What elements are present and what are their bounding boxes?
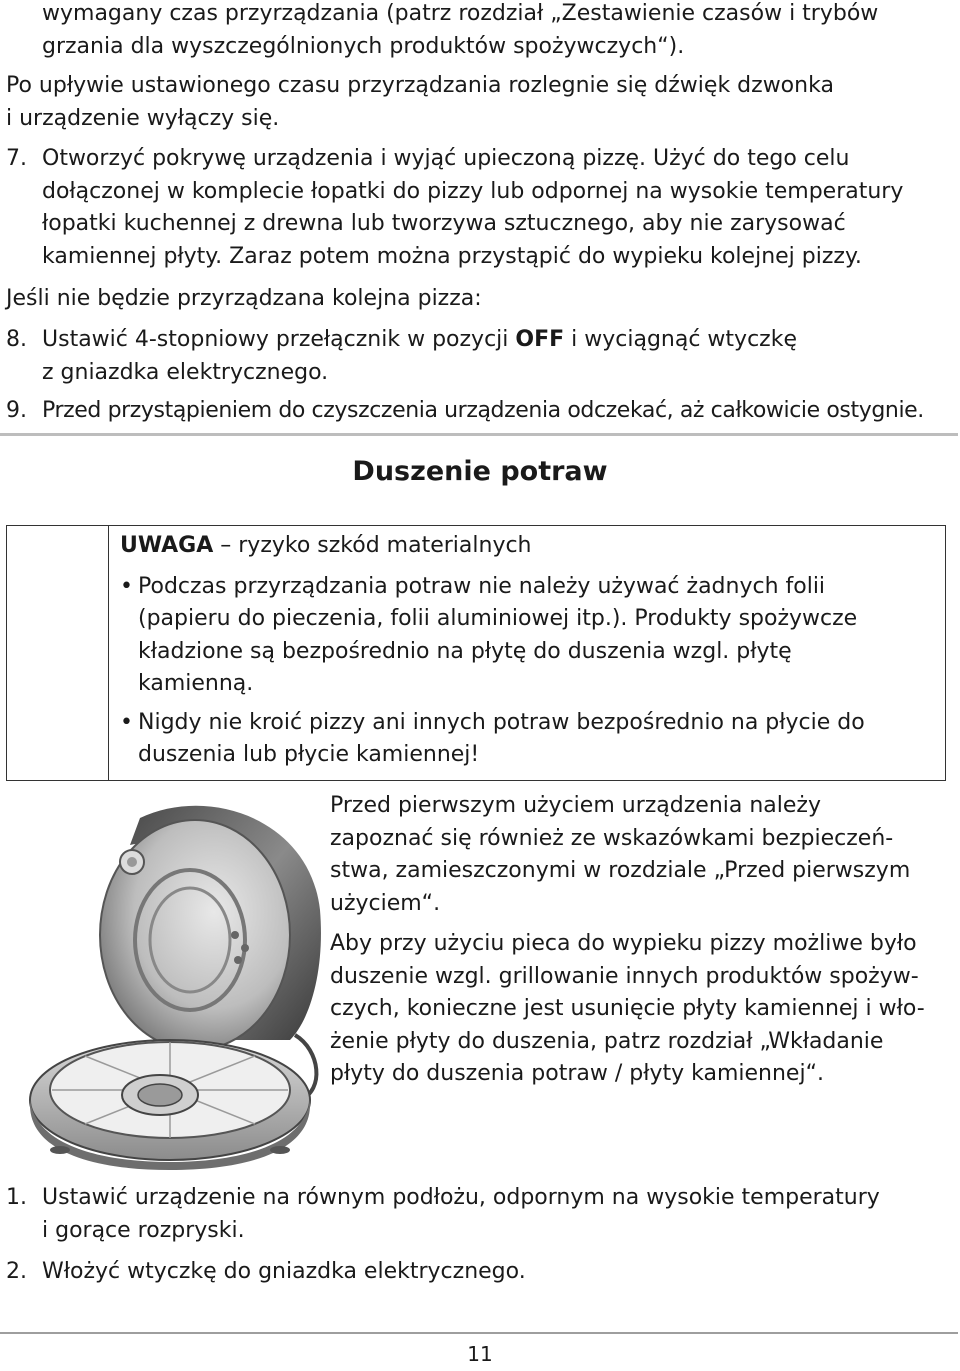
conditional-heading: Jeśli nie będzie przyrządzana kolejna pizza: bbox=[6, 286, 482, 311]
step-text: Otworzyć pokrywę urządzenia i wyjąć upieczoną pizzę. Użyć do tego celu dołączonej w komplecie łopatki do pizzy lub odpornej na wysokie temperatury łopatki kuchennej z drewna lub tworzywa sztucznego, aby nie zarysować kamiennej płyty. Zaraz potem można przystąpić do wypieku kolejnej pizzy. bbox=[42, 146, 904, 269]
footer-rule bbox=[0, 1332, 958, 1334]
step-number: 7. bbox=[6, 146, 27, 171]
warning-icon-cell bbox=[7, 526, 109, 780]
page-number: 11 bbox=[467, 1342, 493, 1366]
side-text bbox=[330, 790, 950, 1091]
continuation-text: wymagany czas przyrządzania (patrz rozdział „Zestawienie czasów i trybów grzania dla wyszczególnionych produktów spożywczych“). bbox=[42, 1, 879, 59]
step-number: 8. bbox=[6, 327, 27, 352]
warning-heading: UWAGA – ryzyko szkód materialnych bbox=[120, 533, 532, 558]
section-title: Duszenie potraw bbox=[352, 456, 608, 487]
step-number: 9. bbox=[6, 398, 27, 423]
bullet-dot-icon: • bbox=[120, 573, 133, 599]
warning-bullet: • Nigdy nie kroić pizzy ani innych potraw bezpośrednio na płycie do duszenia lub płycie kamiennej! bbox=[120, 707, 865, 772]
off-keyword: OFF bbox=[515, 327, 565, 352]
side-paragraph-2: Aby przy użyciu pieca do wypieku pizzy możliwe było duszenie wzgl. grillowanie innych produktów spożyw- czych, konieczne jest usunięcie płyty kamiennej i wło- żenie płyty do duszenia, patrz rozdział „Wkładanie płyty do duszenia potraw / płyty kamiennej“. bbox=[330, 931, 925, 1086]
step-text: Ustawić urządzenie na równym podłożu, odpornym na wysokie temperatury i gorące rozpryski. bbox=[42, 1185, 880, 1243]
bullet-dot-icon: • bbox=[120, 709, 133, 735]
pizza-oven-illustration bbox=[20, 790, 330, 1170]
warning-bullet: • Podczas przyrządzania potraw nie należy używać żadnych folii (papieru do pieczenia, folii aluminiowej itp.). Produkty spożywcze kładzione są bezpośrednio na płytę do duszenia wzgl. płytę kamienną. bbox=[120, 571, 865, 701]
side-paragraph-1: Przed pierwszym użyciem urządzenia należy zapoznać się również ze wskazówkami bezpieczeń- stwa, zamieszczonymi w rozdziale „Przed pierwszym użyciem“. bbox=[330, 793, 911, 916]
step-number: 2. bbox=[6, 1259, 27, 1284]
section-divider bbox=[0, 433, 958, 436]
warning-box bbox=[6, 525, 946, 781]
step-text: Przed przystąpieniem do czyszczenia urządzenia odczekać, aż całkowicie ostygnie. bbox=[42, 398, 924, 423]
step-number: 1. bbox=[6, 1185, 27, 1210]
step-text: Ustawić 4-stopniowy przełącznik w pozycji OFF i wyciągnąć wtyczkę z gniazdka elektrycznego. bbox=[42, 327, 797, 385]
warning-content bbox=[120, 530, 865, 772]
bell-paragraph: Po upływie ustawionego czasu przyrządzania rozlegnie się dźwięk dzwonka i urządzenie wyłączy się. bbox=[6, 73, 834, 131]
step-text: Włożyć wtyczkę do gniazdka elektrycznego. bbox=[42, 1259, 526, 1284]
